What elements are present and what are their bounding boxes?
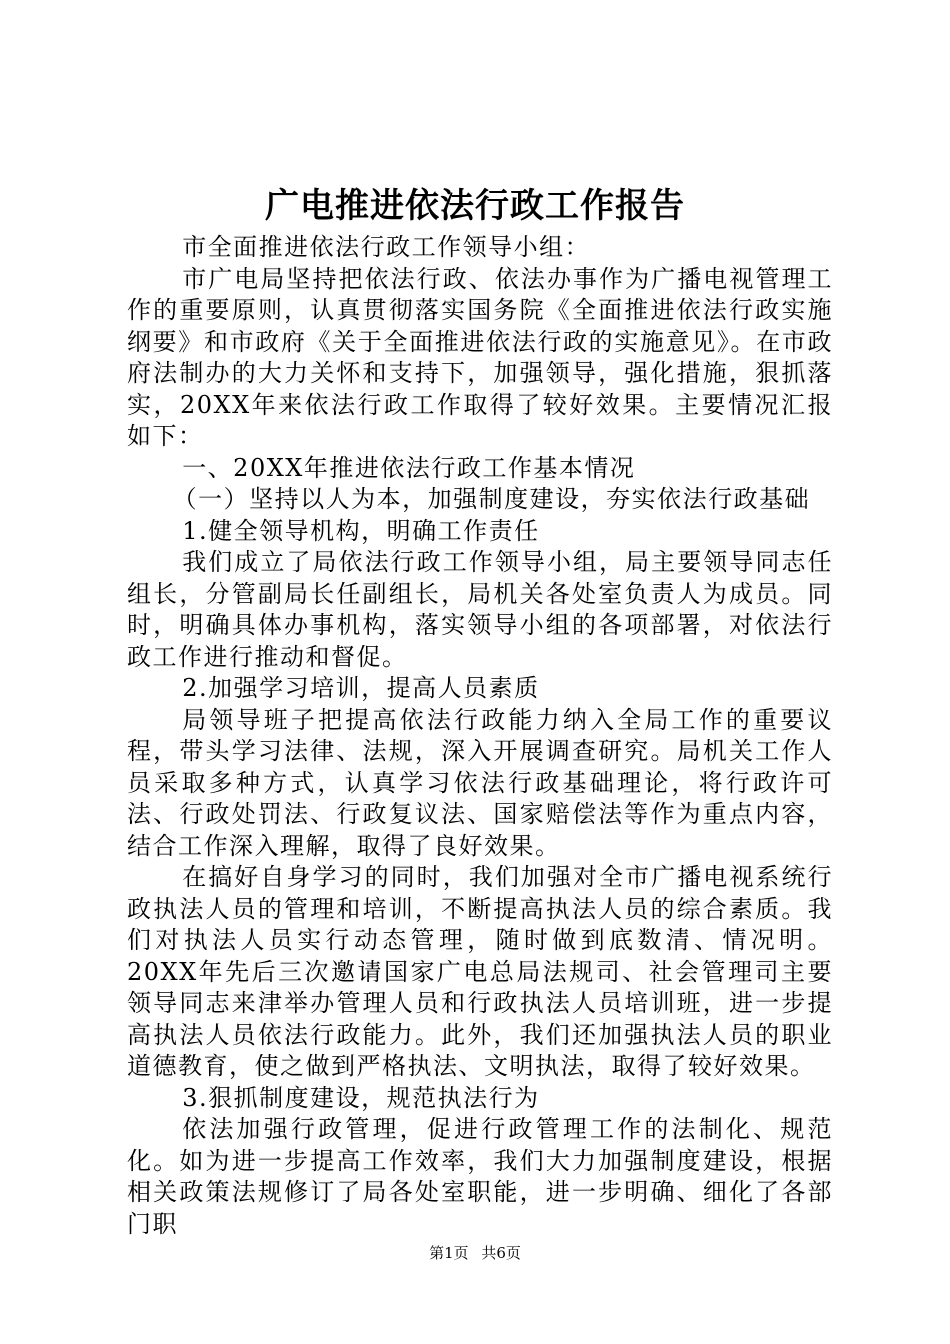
paragraph: 市广电局坚持把依法行政、依法办事作为广播电视管理工作的重要原则，认真贯彻落实国务院《全面推进依法行政实施纲要》和市政府《关于全面推进依法行政的实施意见》。在市政府法制办的大力关怀和支持下，加强领导，强化措施，狠抓落实，20XX年来依法行政工作取得了较好效果。主要情况汇报如下： — [127, 264, 833, 450]
paragraph: 局领导班子把提高依法行政能力纳入全局工作的重要议程，带头学习法律、法规，深入开展调查研究。局机关工作人员采取多种方式，认真学习依法行政基础理论，将行政许可法、行政处罚法、行政复议法、国家赔偿法等作为重点内容，结合工作深入理解，取得了良好效果。 — [127, 705, 833, 860]
paragraph: 依法加强行政管理，促进行政管理工作的法制化、规范化。如为进一步提高工作效率，我们大力加强制度建设，根据相关政策法规修订了局各处室职能，进一步明确、细化了各部门职 — [127, 1115, 833, 1238]
page-number: 第1页 — [429, 1244, 469, 1262]
document-body — [127, 232, 833, 1240]
subsection-heading: （一）坚持以人为本，加强制度建设，夯实依法行政基础 — [172, 485, 811, 513]
document-title: 广电推进依法行政工作报告 — [265, 186, 685, 226]
item-heading: 2.加强学习培训，提高人员素质 — [182, 674, 540, 702]
item-heading: 1.健全领导机构，明确工作责任 — [182, 516, 540, 545]
paragraph: 在搞好自身学习的同时，我们加强对全市广播电视系统行政执法人员的管理和培训，不断提高执法人员的综合素质。我们对执法人员实行动态管理，随时做到底数清、情况明。20XX年先后三次邀请国家广电总局法规司、社会管理司主要领导同志来津举办管理人员和行政执法人员培训班，进一步提高执法人员依法行政能力。此外，我们还加强执法人员的职业道德教育，使之做到严格执法、文明执法，取得了较好效果。 — [127, 863, 833, 1080]
page-footer — [0, 1243, 950, 1263]
item-heading: 3.狠抓制度建设，规范执法行为 — [182, 1083, 540, 1112]
paragraph: 我们成立了局依法行政工作领导小组，局主要领导同志任组长，分管副局长任副组长，局机关各处室负责人为成员。同时，明确具体办事机构，落实领导小组的各项部署，对依法行政工作进行推动和督促。 — [127, 548, 833, 671]
page-total: 共6页 — [481, 1244, 521, 1262]
salutation: 市全面推进依法行政工作领导小组： — [182, 233, 591, 261]
section-heading: 一、20XX年推进依法行政工作基本情况 — [182, 453, 636, 482]
